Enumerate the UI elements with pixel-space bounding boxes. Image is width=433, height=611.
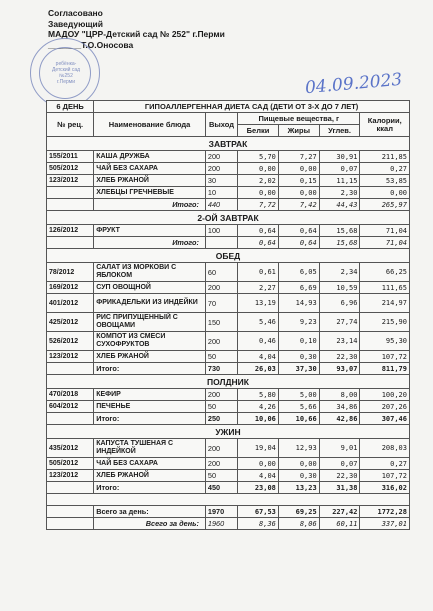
- total-row: [47, 506, 410, 518]
- table-title-row: [47, 101, 410, 113]
- total-carb: 31,38: [319, 482, 360, 494]
- total-spacer: [47, 506, 94, 518]
- total-kcal: 1772,28: [360, 506, 410, 518]
- total-output: 730: [205, 363, 237, 375]
- carb-value: 30,91: [319, 151, 360, 163]
- total-output: 1960: [205, 518, 237, 530]
- dish-name: КАША ДРУЖБА: [94, 151, 206, 163]
- carb-value: 22,30: [319, 470, 360, 482]
- kcal-value: 0,00: [360, 187, 410, 199]
- output-value: 10: [205, 187, 237, 199]
- kcal-value: 0,27: [360, 458, 410, 470]
- total-row: [47, 413, 410, 425]
- total-label: Всего за день:: [94, 506, 206, 518]
- handwritten-date: 04.09.2023: [304, 69, 404, 99]
- fat-value: 0,00: [278, 187, 319, 199]
- carb-value: 9,01: [319, 439, 360, 458]
- total-kcal: 811,79: [360, 363, 410, 375]
- section-title: 2-ОЙ ЗАВТРАК: [47, 211, 410, 225]
- recipe-code: 123/2012: [47, 470, 94, 482]
- carb-value: 2,30: [319, 187, 360, 199]
- total-protein: 0,64: [238, 237, 279, 249]
- carb-value: 0,07: [319, 163, 360, 175]
- protein-value: 4,26: [238, 401, 279, 413]
- carb-value: 8,00: [319, 389, 360, 401]
- fat-value: 5,66: [278, 401, 319, 413]
- protein-value: 5,70: [238, 151, 279, 163]
- kcal-value: 211,85: [360, 151, 410, 163]
- dish-name: КАПУСТА ТУШЕНАЯ С ИНДЕЙКОЙ: [94, 439, 206, 458]
- table-row: [47, 439, 410, 458]
- fat-value: 6,05: [278, 263, 319, 282]
- total-protein: 67,53: [238, 506, 279, 518]
- total-fat: 8,06: [278, 518, 319, 530]
- total-carb: 44,43: [319, 199, 360, 211]
- output-value: 50: [205, 470, 237, 482]
- output-value: 200: [205, 439, 237, 458]
- total-label: Итого:: [94, 363, 206, 375]
- total-protein: 8,36: [238, 518, 279, 530]
- total-fat: 69,25: [278, 506, 319, 518]
- dish-name: ХЛЕБ РЖАНОЙ: [94, 175, 206, 187]
- section-row-snack: [47, 375, 410, 389]
- fat-value: 5,00: [278, 389, 319, 401]
- total-output: 440: [205, 199, 237, 211]
- carb-value: 27,74: [319, 313, 360, 332]
- recipe-code: 435/2012: [47, 439, 94, 458]
- recipe-code: 126/2012: [47, 225, 94, 237]
- output-value: 200: [205, 332, 237, 351]
- total-row: [47, 199, 410, 211]
- total-row: [47, 482, 410, 494]
- recipe-code: 155/2011: [47, 151, 94, 163]
- total-carb: 60,11: [319, 518, 360, 530]
- total-spacer: [47, 237, 94, 249]
- dish-name: КЕФИР: [94, 389, 206, 401]
- fat-value: 9,23: [278, 313, 319, 332]
- fat-value: 14,93: [278, 294, 319, 313]
- protein-value: 0,61: [238, 263, 279, 282]
- total-label: Итого:: [94, 482, 206, 494]
- table-row: [47, 401, 410, 413]
- table-row: [47, 313, 410, 332]
- total-protein: 7,72: [238, 199, 279, 211]
- section-row-breakfast2: [47, 211, 410, 225]
- kcal-value: 208,03: [360, 439, 410, 458]
- dish-name: СУП ОВОЩНОЙ: [94, 282, 206, 294]
- total-label: Итого:: [94, 237, 206, 249]
- section-title: ОБЕД: [47, 249, 410, 263]
- total-carb: 42,86: [319, 413, 360, 425]
- kcal-value: 66,25: [360, 263, 410, 282]
- protein-value: 4,04: [238, 470, 279, 482]
- total-kcal: 316,02: [360, 482, 410, 494]
- dish-name: ХЛЕБЦЫ ГРЕЧНЕВЫЕ: [94, 187, 206, 199]
- kcal-value: 215,90: [360, 313, 410, 332]
- carb-value: 15,68: [319, 225, 360, 237]
- recipe-code: 401/2012: [47, 294, 94, 313]
- dish-name: САЛАТ ИЗ МОРКОВИ С ЯБЛОКОМ: [94, 263, 206, 282]
- day-label: 6 ДЕНЬ: [47, 101, 94, 113]
- kcal-value: 71,04: [360, 225, 410, 237]
- section-row-breakfast: [47, 137, 410, 151]
- total-output: 1970: [205, 506, 237, 518]
- protein-value: 0,00: [238, 187, 279, 199]
- menu-table: [46, 100, 410, 530]
- dish-name: ФРИКАДЕЛЬКИ ИЗ ИНДЕЙКИ: [94, 294, 206, 313]
- kcal-value: 111,65: [360, 282, 410, 294]
- section-row-lunch: [47, 249, 410, 263]
- col-protein-header: Белки: [238, 125, 279, 137]
- total-spacer: [47, 363, 94, 375]
- total-label: Всего за день:: [94, 518, 206, 530]
- protein-value: 2,02: [238, 175, 279, 187]
- protein-value: 4,04: [238, 351, 279, 363]
- output-value: 150: [205, 313, 237, 332]
- dish-name: ЧАЙ БЕЗ САХАРА: [94, 163, 206, 175]
- fat-value: 0,00: [278, 163, 319, 175]
- dish-name: ФРУКТ: [94, 225, 206, 237]
- kcal-value: 100,20: [360, 389, 410, 401]
- col-carb-header: Углев.: [319, 125, 360, 137]
- output-value: 200: [205, 389, 237, 401]
- total-spacer: [47, 413, 94, 425]
- dish-name: ПЕЧЕНЬЕ: [94, 401, 206, 413]
- kcal-value: 214,97: [360, 294, 410, 313]
- recipe-code: 470/2018: [47, 389, 94, 401]
- total-fat: 13,23: [278, 482, 319, 494]
- output-value: 200: [205, 458, 237, 470]
- carb-value: 22,30: [319, 351, 360, 363]
- total-kcal: 307,46: [360, 413, 410, 425]
- output-value: 60: [205, 263, 237, 282]
- total-output: [205, 237, 237, 249]
- output-value: 100: [205, 225, 237, 237]
- table-row: [47, 225, 410, 237]
- carb-value: 11,15: [319, 175, 360, 187]
- total-fat: 0,64: [278, 237, 319, 249]
- kcal-value: 107,72: [360, 470, 410, 482]
- fat-value: 6,69: [278, 282, 319, 294]
- total-protein: 23,08: [238, 482, 279, 494]
- table-title: ГИПОАЛЛЕРГЕННАЯ ДИЕТА САД (ДЕТИ ОТ 3-Х ДО 7 ЛЕТ): [94, 101, 410, 113]
- recipe-code: 123/2012: [47, 351, 94, 363]
- dish-name: ХЛЕБ РЖАНОЙ: [94, 470, 206, 482]
- recipe-code: 425/2012: [47, 313, 94, 332]
- table-row: [47, 151, 410, 163]
- carb-value: 23,14: [319, 332, 360, 351]
- fat-value: 7,27: [278, 151, 319, 163]
- section-title: ПОЛДНИК: [47, 375, 410, 389]
- kcal-value: 0,27: [360, 163, 410, 175]
- total-fat: 37,30: [278, 363, 319, 375]
- col-output-header: Выход: [205, 113, 237, 137]
- stamp-text: ребёнка-Детский сад №252 г.Перми: [51, 61, 81, 85]
- total-carb: 227,42: [319, 506, 360, 518]
- protein-value: 19,04: [238, 439, 279, 458]
- total-row: [47, 363, 410, 375]
- recipe-code: 123/2012: [47, 175, 94, 187]
- table-row: [47, 458, 410, 470]
- total-kcal: 71,04: [360, 237, 410, 249]
- total-spacer: [47, 482, 94, 494]
- output-value: 30: [205, 175, 237, 187]
- output-value: 50: [205, 401, 237, 413]
- carb-value: 10,59: [319, 282, 360, 294]
- output-value: 200: [205, 282, 237, 294]
- spacer-cell: [47, 494, 410, 506]
- total-carb: 93,07: [319, 363, 360, 375]
- table-row: [47, 263, 410, 282]
- approval-line-3: МАДОУ "ЦРР-Детский сад № 252" г.Перми: [48, 29, 225, 39]
- protein-value: 0,64: [238, 225, 279, 237]
- kcal-value: 107,72: [360, 351, 410, 363]
- table-row: [47, 351, 410, 363]
- kcal-value: 53,85: [360, 175, 410, 187]
- output-value: 200: [205, 163, 237, 175]
- fat-value: 0,64: [278, 225, 319, 237]
- recipe-code: 505/2012: [47, 163, 94, 175]
- carb-value: 2,34: [319, 263, 360, 282]
- table-row: [47, 282, 410, 294]
- fat-value: 0,10: [278, 332, 319, 351]
- total-carb: 15,68: [319, 237, 360, 249]
- total-kcal: 265,97: [360, 199, 410, 211]
- kcal-value: 207,26: [360, 401, 410, 413]
- recipe-code: 604/2012: [47, 401, 94, 413]
- fat-value: 12,93: [278, 439, 319, 458]
- protein-value: 2,27: [238, 282, 279, 294]
- carb-value: 34,86: [319, 401, 360, 413]
- total-fat: 7,42: [278, 199, 319, 211]
- col-fat-header: Жиры: [278, 125, 319, 137]
- section-title: ЗАВТРАК: [47, 137, 410, 151]
- recipe-code: 78/2012: [47, 263, 94, 282]
- total-row: [47, 237, 410, 249]
- table-row: [47, 163, 410, 175]
- total-protein: 10,06: [238, 413, 279, 425]
- total-output: 250: [205, 413, 237, 425]
- dish-name: КОМПОТ ИЗ СМЕСИ СУХОФРУКТОВ: [94, 332, 206, 351]
- total-label: Итого:: [94, 199, 206, 211]
- protein-value: 13,19: [238, 294, 279, 313]
- spacer-row: [47, 494, 410, 506]
- section-row-dinner: [47, 425, 410, 439]
- total-protein: 26,03: [238, 363, 279, 375]
- protein-value: 0,00: [238, 458, 279, 470]
- fat-value: 0,00: [278, 458, 319, 470]
- table-row: [47, 187, 410, 199]
- fat-value: 0,15: [278, 175, 319, 187]
- output-value: 70: [205, 294, 237, 313]
- carb-value: 0,07: [319, 458, 360, 470]
- output-value: 200: [205, 151, 237, 163]
- recipe-code: 526/2012: [47, 332, 94, 351]
- section-title: УЖИН: [47, 425, 410, 439]
- header-row-1: [47, 113, 410, 125]
- total-spacer: [47, 518, 94, 530]
- total-output: 450: [205, 482, 237, 494]
- dish-name: ЧАЙ БЕЗ САХАРА: [94, 458, 206, 470]
- official-stamp: [30, 38, 100, 108]
- fat-value: 0,30: [278, 470, 319, 482]
- protein-value: 5,80: [238, 389, 279, 401]
- table-row: [47, 332, 410, 351]
- col-name-header: Наименование блюда: [94, 113, 206, 137]
- approval-line-2: Заведующий: [48, 18, 104, 29]
- approval-line-1: Согласовано: [48, 8, 103, 18]
- dish-name: ХЛЕБ РЖАНОЙ: [94, 351, 206, 363]
- col-code-header: № рец.: [47, 113, 94, 137]
- recipe-code: 505/2012: [47, 458, 94, 470]
- total-row: [47, 518, 410, 530]
- fat-value: 0,30: [278, 351, 319, 363]
- total-spacer: [47, 199, 94, 211]
- total-label: Итого:: [94, 413, 206, 425]
- col-kcal-header: Калории, ккал: [360, 113, 410, 137]
- kcal-value: 95,30: [360, 332, 410, 351]
- table-row: [47, 294, 410, 313]
- protein-value: 0,00: [238, 163, 279, 175]
- total-kcal: 337,01: [360, 518, 410, 530]
- col-nutrients-header: Пищевые вещества, г: [238, 113, 360, 125]
- table-row: [47, 470, 410, 482]
- approval-line-4: _______Т.О.Оносова: [48, 39, 134, 50]
- carb-value: 6,96: [319, 294, 360, 313]
- recipe-code: [47, 187, 94, 199]
- recipe-code: 169/2012: [47, 282, 94, 294]
- protein-value: 0,46: [238, 332, 279, 351]
- table-row: [47, 389, 410, 401]
- table-row: [47, 175, 410, 187]
- protein-value: 5,46: [238, 313, 279, 332]
- dish-name: РИС ПРИПУЩЕННЫЙ С ОВОЩАМИ: [94, 313, 206, 332]
- output-value: 50: [205, 351, 237, 363]
- total-fat: 10,66: [278, 413, 319, 425]
